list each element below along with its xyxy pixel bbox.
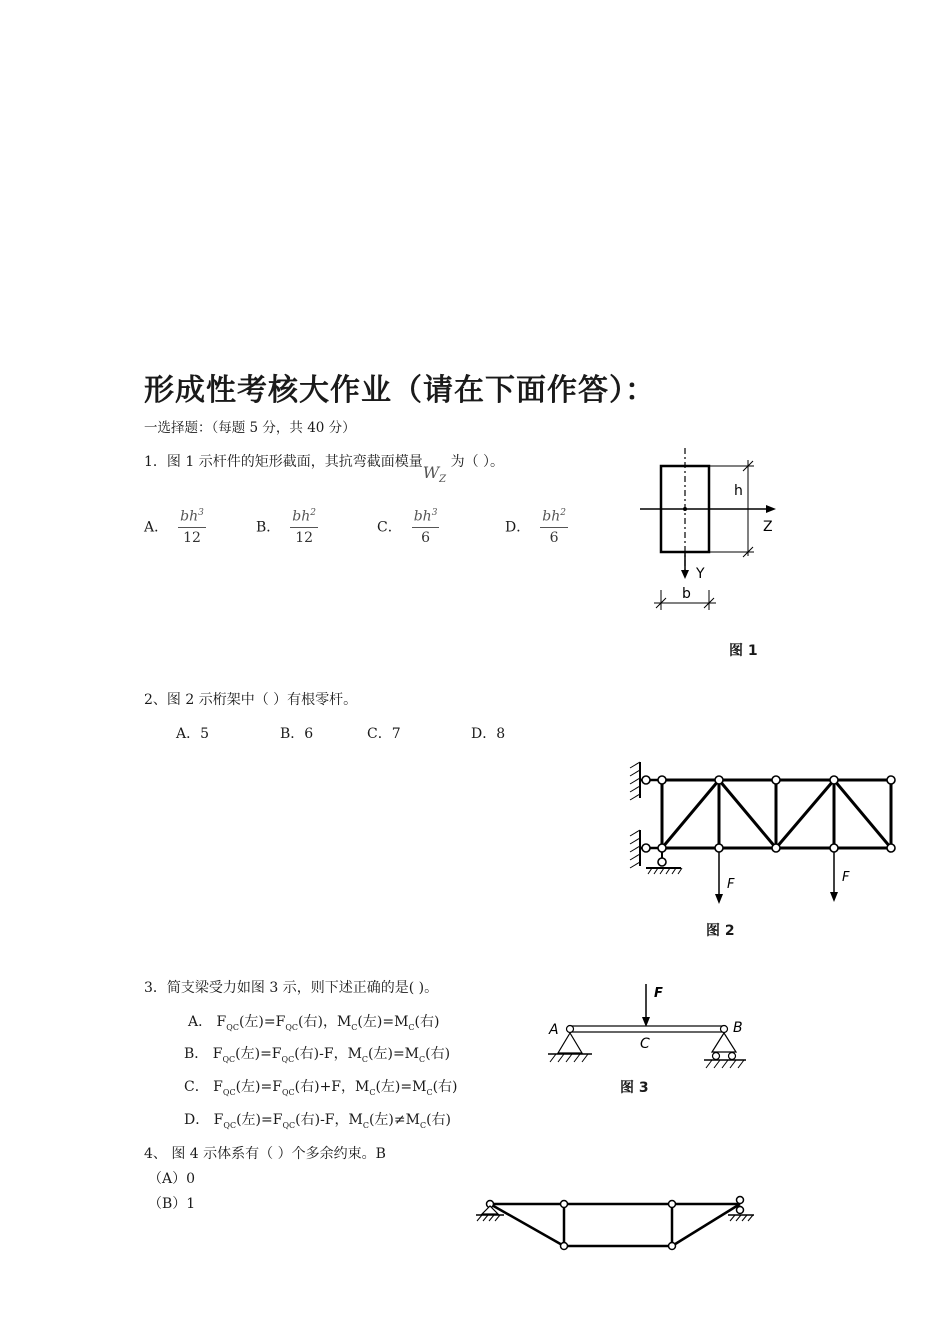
q1-option-b: B． $\frac{bh^2}{12}$ <box>256 508 317 546</box>
figure-3-caption: 图 3 <box>620 1080 649 1096</box>
fig3-a: A <box>549 1022 559 1038</box>
fig1-z-label: Z <box>763 519 773 535</box>
figure-3-beam <box>540 980 760 1075</box>
fig2-load-2: F <box>842 870 850 885</box>
fig3-load: F <box>654 986 663 1001</box>
fig3-c: C <box>640 1036 650 1052</box>
page-title: 形成性考核大作业（请在下面作答）： <box>144 373 656 408</box>
fig2-load-1: F <box>727 877 735 892</box>
q1-option-d-fraction: $\frac{bh^2}{6}$ <box>542 508 566 546</box>
q1-option-c-fraction: $\frac{bh^3}{6}$ <box>413 508 438 546</box>
figure-1-caption: 图 1 <box>729 643 758 659</box>
q3-option-d: D． $F_{QC}$(左)$=F_{QC}$(右)-F，$M_C$(左)$\ne M_C$(右) <box>184 1112 452 1130</box>
q1-option-c: C． $\frac{bh^3}{6}$ <box>377 508 438 546</box>
fig3-b: B <box>733 1020 743 1036</box>
q1-symbol: $W_Z$ <box>422 463 447 486</box>
q1-text-before: 1．图 1 示杆件的矩形截面，其抗弯截面模量 <box>144 454 423 470</box>
fig1-b-label: b <box>682 586 691 602</box>
q1-text-after: 为（ ）。 <box>450 454 505 470</box>
q1-option-a-fraction: $\frac{bh^3}{12}$ <box>180 508 204 546</box>
question-3: 3．简支梁受力如图 3 示，则下述正确的是( )。 <box>144 980 439 996</box>
question-2: 2、图 2 示桁架中（ ）有根零杆。 <box>144 692 358 708</box>
q3-option-c: C． $F_{QC}$(左)$=F_{QC}$(右)+F，$M_C$(左)$=M_C$(右) <box>184 1079 458 1097</box>
q4-option-b: （B）1 <box>148 1196 196 1212</box>
section-heading: 一选择题：（每题 5 分，共 40 分） <box>144 420 356 436</box>
fig1-h-label: h <box>734 483 743 499</box>
q3-option-a: A． $F_{QC}$(左)$=F_{QC}$(右)，$M_C$(左)$=M_C$(右) <box>188 1014 440 1032</box>
question-1 <box>144 451 505 486</box>
figure-4-structure <box>470 1190 760 1260</box>
q1-option-a: A． $\frac{bh^3}{12}$ <box>144 508 204 546</box>
q2-option-c: C．7 <box>367 726 401 742</box>
q1-option-b-fraction: $\frac{bh^2}{12}$ <box>292 508 317 546</box>
question-4: 4、 图 4 示体系有（ ）个多余约束。B <box>144 1146 386 1162</box>
q2-option-a: A．5 <box>176 726 210 742</box>
q1-option-d: D． $\frac{bh^2}{6}$ <box>505 508 566 546</box>
figure-2-truss <box>626 758 906 908</box>
fig1-y-label: Y <box>696 566 705 582</box>
q2-option-d: D．8 <box>471 726 506 742</box>
q2-option-b: B．6 <box>280 726 314 742</box>
figure-1-cross-section <box>630 448 790 620</box>
q4-option-a: （A）0 <box>148 1171 196 1187</box>
q3-option-b: B． $F_{QC}$(左)$=F_{QC}$(右)-F，$M_C$(左)$=M_C$(右) <box>184 1046 451 1064</box>
figure-2-caption: 图 2 <box>706 923 735 939</box>
